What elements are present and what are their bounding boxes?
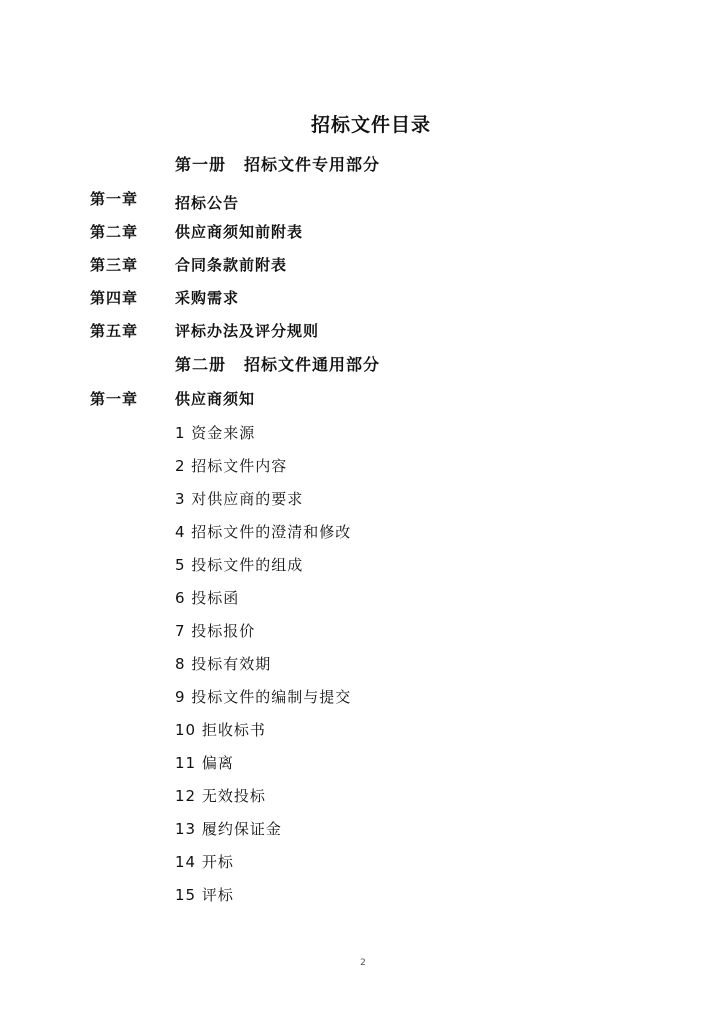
- chapter-name: 合同条款前附表: [175, 256, 288, 274]
- toc-item: 5 投标文件的组成: [175, 556, 304, 574]
- chapter-label: 第三章: [90, 256, 139, 274]
- toc-chapter-row: [0, 188, 724, 212]
- document-title: 招标文件目录: [310, 114, 431, 136]
- chapter-label: 第二章: [90, 223, 139, 241]
- toc-item: 13 履约保证金: [175, 820, 282, 838]
- toc-item: 6 投标函: [175, 589, 240, 607]
- toc-item: 2 招标文件内容: [175, 457, 288, 475]
- toc-item: 14 开标: [175, 853, 234, 871]
- toc-chapter-row: [0, 287, 724, 311]
- chapter-label: 第一章: [90, 190, 139, 208]
- toc-item: 9 投标文件的编制与提交: [175, 688, 352, 706]
- volume-2-name: 招标文件通用部分: [244, 355, 381, 374]
- toc-item: 4 招标文件的澄清和修改: [175, 523, 352, 541]
- toc-chapter-row: [0, 320, 724, 344]
- toc-item: 11 偏离: [175, 754, 234, 772]
- chapter-name: 采购需求: [175, 289, 240, 307]
- toc-chapter-row: [0, 388, 724, 412]
- volume-1-number: 第一册: [175, 155, 227, 174]
- toc-item: 7 投标报价: [175, 622, 256, 640]
- toc-item: 10 拒收标书: [175, 721, 266, 739]
- toc-item: 12 无效投标: [175, 787, 266, 805]
- volume-2-heading: [175, 352, 380, 375]
- toc-item: 3 对供应商的要求: [175, 490, 304, 508]
- chapter-name: 评标办法及评分规则: [175, 322, 320, 340]
- toc-item: 1 资金来源: [175, 424, 256, 442]
- chapter-label: 第一章: [90, 390, 139, 408]
- toc-item: 8 投标有效期: [175, 655, 272, 673]
- volume-1-heading: [175, 152, 380, 175]
- toc-item: 15 评标: [175, 886, 234, 904]
- chapter-label: 第五章: [90, 322, 139, 340]
- toc-chapter-row: [0, 221, 724, 245]
- chapter-name: 招标公告: [175, 194, 240, 212]
- chapter-name: 供应商须知: [175, 390, 256, 408]
- chapter-name: 供应商须知前附表: [175, 223, 304, 241]
- volume-1-name: 招标文件专用部分: [244, 155, 381, 174]
- chapter-label: 第四章: [90, 289, 139, 307]
- page-number: 2: [360, 958, 366, 968]
- toc-chapter-row: [0, 254, 724, 278]
- volume-2-number: 第二册: [175, 355, 227, 374]
